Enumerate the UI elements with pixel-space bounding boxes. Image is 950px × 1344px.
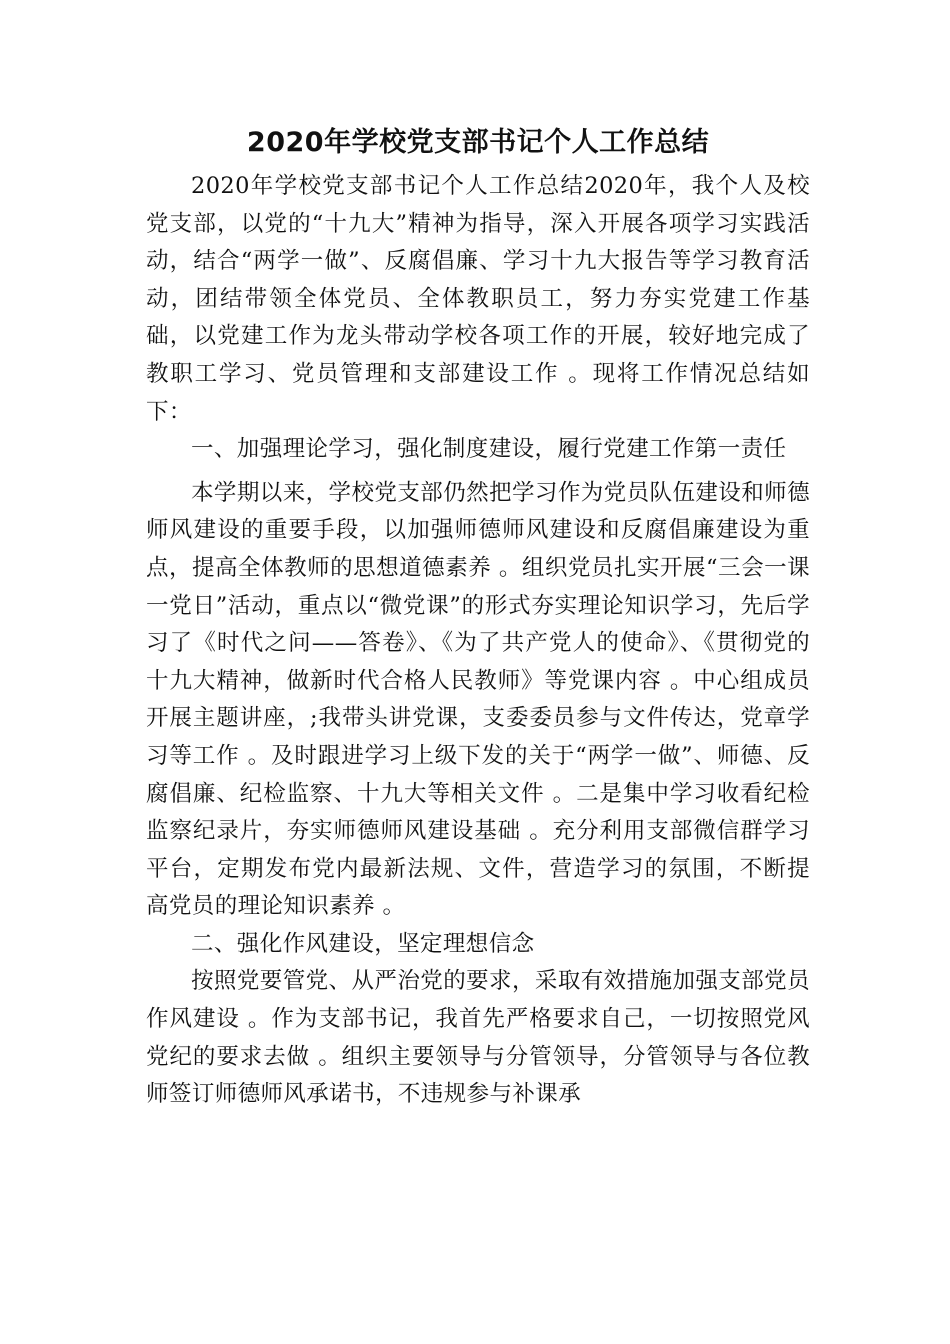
section-heading-2: 二、强化作风建设，坚定理想信念 <box>191 930 535 957</box>
document-page <box>146 118 810 1114</box>
intro-paragraph: 2020年学校党支部书记个人工作总结2020年，我个人及校党支部，以党的“十九大”精神为指导，深入开展各项学习实践活动，结合“两学一做”、反腐倡廉、学习十九大报告等学习教育活动，团结带领全体党员、全体教职员工，努力夯实党建工作基础，以党建工作为龙头带动学校各项工作的开展，较好地完成了教职工学习、党员管理和支部建设工作 。现将工作情况总结如下： <box>146 173 810 425</box>
section-1-paragraph: 本学期以来，学校党支部仍然把学习作为党员队伍建设和师德师风建设的重要手段，以加强师德师风建设和反腐倡廉建设为重点，提高全体教师的思想道德素养 。组织党员扎实开展“三会一课一党日”活动，重点以“微党课”的形式夯实理论知识学习，先后学习了《时代之问——答卷》、《为了共产党人的使命》、《贯彻党的十九大精神，做新时代合格人民教师》等党课内容 。中心组成员开展主题讲座，;我带头讲党课，支委委员参与文件传达，党章学习等工作 。及时跟进学习上级下发的关于“两学一做”、师德、反腐倡廉、纪检监察、十九大等相关文件 。二是集中学习收看纪检监察纪录片，夯实师德师风建设基础 。充分利用支部微信群学习平台，定期发布党内最新法规、文件，营造学习的氛围，不断提高党员的理论知识素养 。 <box>146 479 810 920</box>
section-2-paragraph: 按照党要管党、从严治党的要求，采取有效措施加强支部党员作风建设 。作为支部书记，我首先严格要求自己，一切按照党风党纪的要求去做 。组织主要领导与分管领导，分管领导与各位教师签订师德师风承诺书，不违规参与补课承 <box>146 968 810 1108</box>
section-heading-1: 一、加强理论学习，强化制度建设，履行党建工作第一责任 <box>191 436 787 463</box>
document-title: 2020年学校党支部书记个人工作总结 <box>246 127 710 158</box>
